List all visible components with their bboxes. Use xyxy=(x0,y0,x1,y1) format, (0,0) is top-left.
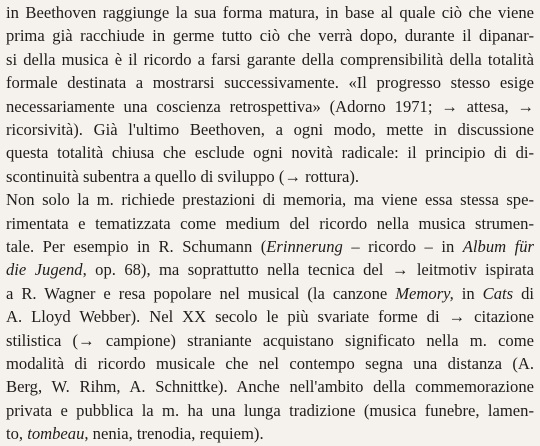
text-segment: di xyxy=(513,283,534,303)
text-line xyxy=(6,141,534,165)
text-line xyxy=(6,399,534,423)
text-line xyxy=(6,71,534,95)
text-line xyxy=(6,118,534,142)
text-line xyxy=(6,1,534,25)
text-segment: – ricordo – in xyxy=(342,237,463,256)
text-segment: Non solo la m. richiede prestazioni di memoria, ma viene essa stessa spe- xyxy=(6,190,534,210)
text-segment: tale. Per esempio in R. Schumann ( xyxy=(6,237,267,256)
italic-text: Erinnerung xyxy=(266,237,343,256)
text-line xyxy=(6,165,534,189)
italic-text: Cats xyxy=(482,283,514,303)
text-segment: to, xyxy=(6,424,28,444)
text-segment: ricorsività). Già l'ultimo Beethoven, a ogni modo, mette in discussione xyxy=(6,120,534,139)
text-line xyxy=(6,352,534,376)
text-line xyxy=(6,48,534,72)
text-line xyxy=(6,422,534,446)
text-line xyxy=(6,95,534,119)
italic-text: Memory, xyxy=(395,283,454,303)
text-segment: in Beethoven raggiunge la sua forma matura, in base al quale ciò che viene xyxy=(6,3,534,22)
text-segment: modalità di ricordo musicale che nel contempo segna una distanza (A. xyxy=(6,354,534,373)
text-segment: questa totalità chiusa che esclude ogni novità radicale: il principio di di- xyxy=(6,143,534,163)
text-segment: , op. 68), ma soprattutto nella tecnica del → leitmotiv ispirata xyxy=(82,260,534,280)
text-line xyxy=(6,305,534,329)
text-segment: Berg, W. Rihm, A. Schnittke). Anche nell'ambito della commemorazione xyxy=(6,377,534,397)
text-segment: privata e pubblica la m. ha una lunga tradizione (musica funebre, lamen- xyxy=(6,400,534,420)
italic-text: Album für xyxy=(462,237,534,256)
text-segment: A. Lloyd Webber). Nel XX secolo le più svariate forme di → citazione xyxy=(6,307,534,327)
text-line xyxy=(6,258,534,282)
italic-text: die Jugend xyxy=(6,260,83,280)
text-segment: prima già racchiude in germe tutto ciò che verrà dopo, durante il dipanar- xyxy=(6,26,534,46)
text-segment: necessariamente una coscienza retrospettiva» (Adorno 1971; → attesa, → xyxy=(6,96,534,116)
text-line xyxy=(6,282,534,306)
text-segment: a R. Wagner e resa popolare nel musical (la canzone xyxy=(6,283,396,303)
italic-text: tombeau xyxy=(27,424,85,444)
text-segment: formale destinata a mostrarsi successivamente. «Il progresso stesso esige xyxy=(6,73,534,93)
text-line xyxy=(6,212,534,236)
text-segment: si della musica è il ricordo a farsi garante della comprensibilità della totalità xyxy=(6,49,534,69)
text-line xyxy=(6,24,534,48)
text-segment: scontinuità subentra a quello di sviluppo (→ rottura). xyxy=(6,166,360,186)
text-line xyxy=(6,375,534,399)
text-segment: stilistica (→ campione) straniante acquistano significato nella m. come xyxy=(6,330,534,350)
text-line xyxy=(6,188,534,212)
text-line xyxy=(6,329,534,353)
text-segment: rimentata e tematizzata come medium del ricordo nella musica strumen- xyxy=(6,213,534,233)
text-segment: in xyxy=(453,283,483,303)
text-segment: , nenia, trenodia, requiem). xyxy=(84,424,264,444)
text-line xyxy=(6,235,534,259)
